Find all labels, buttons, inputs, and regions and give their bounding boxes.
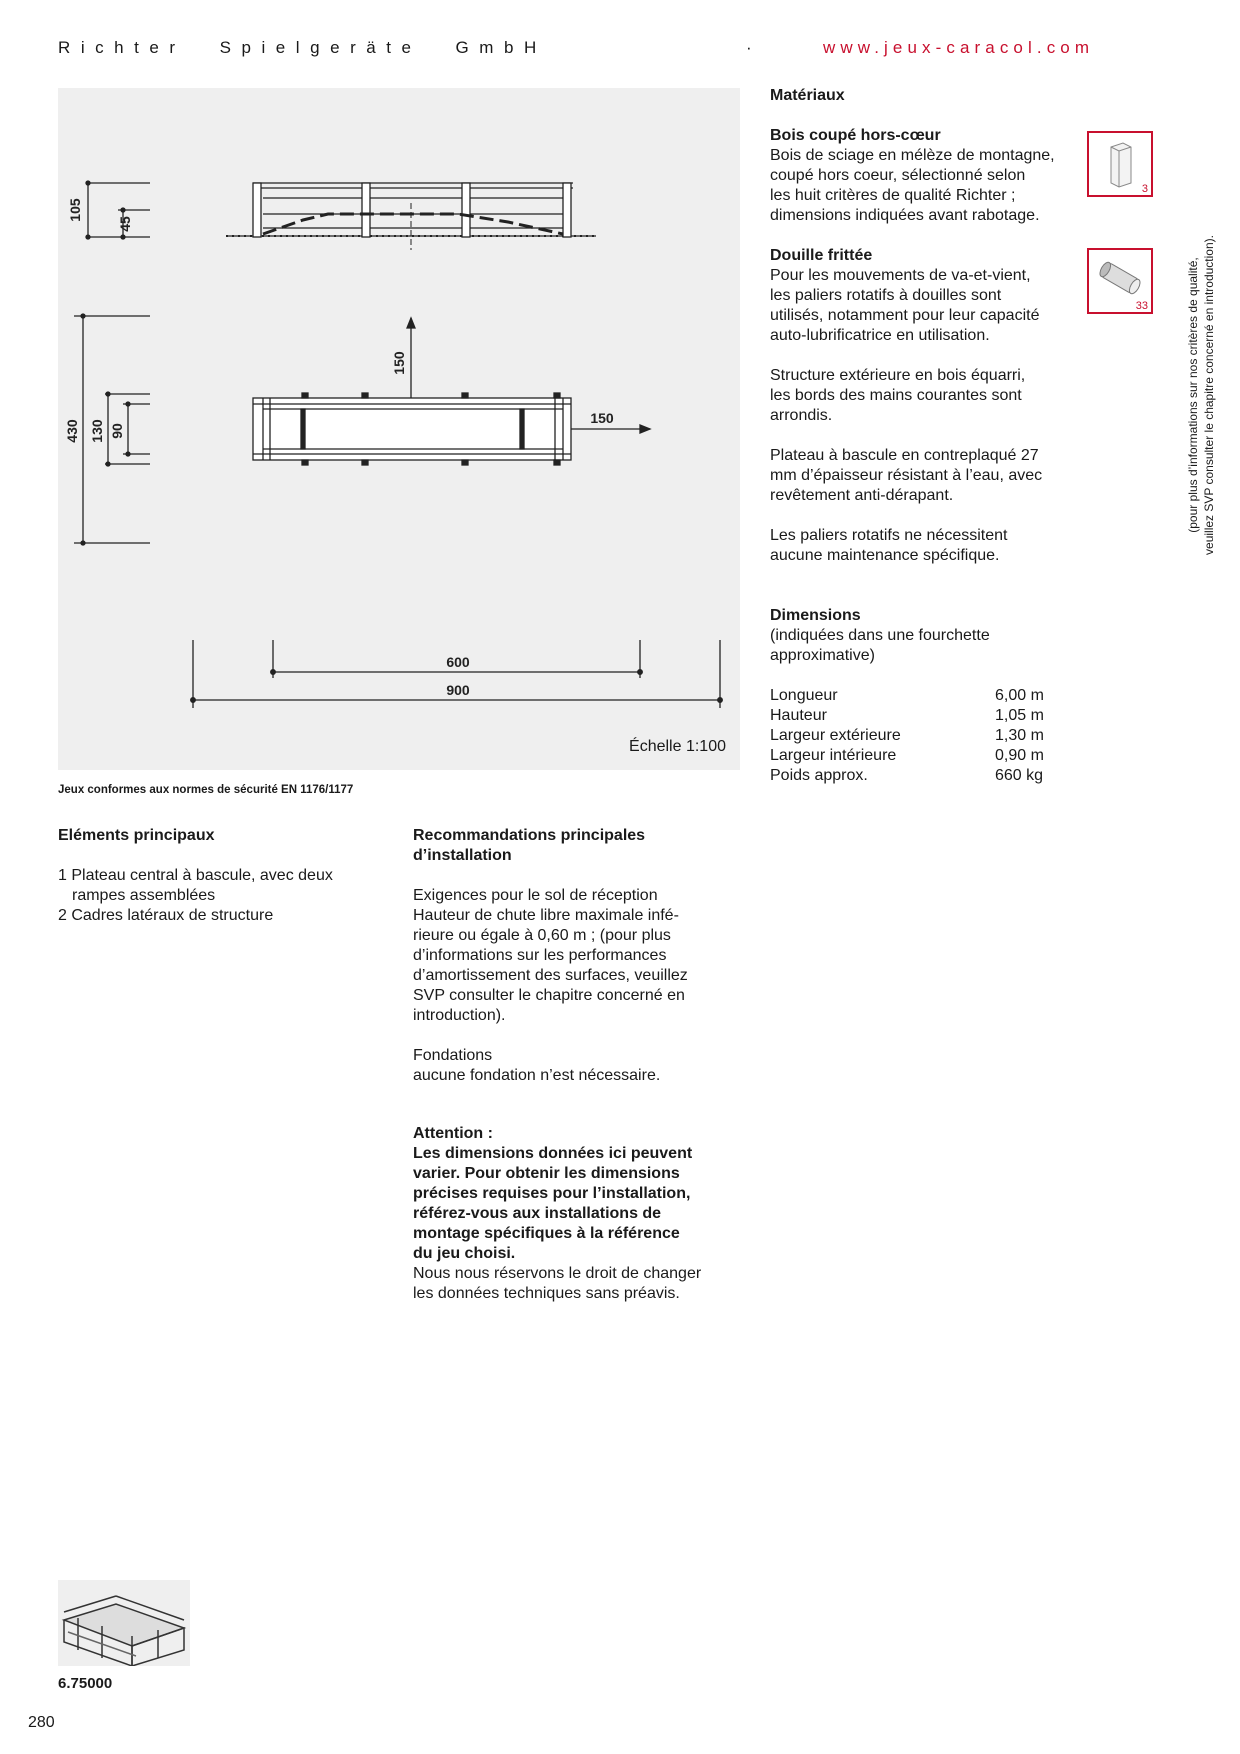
wood-text: les huit critères de qualité Richter ;: [770, 187, 1016, 204]
quality-side-note: [1185, 215, 1217, 575]
dimension-value: 0,90 m: [995, 747, 1044, 764]
structure-text: les bords des mains courantes sont: [770, 387, 1022, 404]
plate-text: revêtement anti-dérapant.: [770, 487, 954, 504]
dimension-row: [770, 686, 1044, 706]
page-number: 280: [28, 1714, 55, 1731]
attention-text: référez-vous aux installations de: [413, 1205, 662, 1222]
icon-number: 3: [1141, 183, 1148, 195]
installation-title-cont: d’installation: [413, 847, 512, 864]
attention-text: précises requises pour l’installation,: [413, 1185, 691, 1202]
foundation-title: Fondations: [413, 1047, 493, 1064]
bearing-sleeve-icon: [1087, 248, 1153, 314]
structure-text: arrondis.: [770, 407, 833, 424]
dimensions-subtitle: (indiquées dans une fourchette: [770, 627, 990, 644]
dim-label-105: 105: [67, 198, 83, 222]
attention-text: du jeu choisi.: [413, 1245, 516, 1262]
dim-label-900: 900: [446, 682, 470, 698]
materials-section: [770, 86, 1070, 786]
element-item: 2 Cadres latéraux de structure: [58, 907, 274, 924]
attention-text: Les dimensions données ici peuvent: [413, 1145, 693, 1162]
safety-norms: Jeux conformes aux normes de sécurité EN 1176/1177: [58, 784, 354, 796]
dim-label-150-vertical: 150: [391, 351, 407, 375]
icon-number: 33: [1135, 300, 1148, 312]
main-elements-section: [58, 826, 368, 926]
plan-view: [64, 314, 650, 545]
dim-label-600: 600: [446, 654, 470, 670]
dimension-value: 6,00 m: [995, 687, 1044, 704]
dimension-label: Largeur extérieure: [770, 727, 901, 744]
plate-text: mm d’épaisseur résistant à l’eau, avec: [770, 467, 1043, 484]
wood-title: Bois coupé hors-cœur: [770, 127, 941, 144]
element-item: 1 Plateau central à bascule, avec deux: [58, 867, 333, 884]
header-separator: ·: [746, 38, 752, 57]
drawing-scale: Échelle 1:100: [629, 738, 726, 755]
dimensions-table: [770, 686, 1044, 786]
dim-label-430: 430: [64, 419, 80, 443]
page-header: [58, 38, 1118, 60]
dimension-label: Poids approx.: [770, 767, 868, 784]
wood-text: dimensions indiquées avant rabotage.: [770, 207, 1040, 224]
maintenance-text: aucune maintenance spécifique.: [770, 547, 1000, 564]
wood-text: Bois de sciage en mélèze de montagne,: [770, 147, 1055, 164]
product-number: 6.75000: [58, 1675, 113, 1692]
sleeve-title: Douille frittée: [770, 247, 873, 264]
foundation-text: aucune fondation n’est nécessaire.: [413, 1067, 661, 1084]
drawing-svg: [58, 88, 740, 770]
product-thumbnail-graphic: [58, 1580, 190, 1666]
structure-text: Structure extérieure en bois équarri,: [770, 367, 1026, 384]
dimension-row: [770, 726, 1044, 746]
website-link[interactable]: www.jeux-caracol.com: [823, 38, 1095, 57]
ground-text: Exigences pour le sol de réception: [413, 887, 658, 904]
dim-label-130: 130: [89, 419, 105, 443]
installation-title: Recommandations principales: [413, 827, 646, 844]
company-name: Richter Spielgeräte GmbH: [58, 38, 547, 57]
materials-title: Matériaux: [770, 87, 845, 104]
attention-text: varier. Pour obtenir les dimensions: [413, 1165, 680, 1182]
dimension-value: 660 kg: [995, 767, 1044, 784]
wood-text: coupé hors coeur, sélectionné selon: [770, 167, 1026, 184]
ground-text: rieure ou égale à 0,60 m ; (pour plus: [413, 927, 671, 944]
dim-label-45: 45: [117, 216, 133, 232]
reserve-text: Nous nous réservons le droit de changer: [413, 1265, 702, 1282]
side-note-line: (pour plus d’informations sur nos critères de qualité,: [1186, 257, 1200, 533]
sleeve-text: Pour les mouvements de va-et-vient,: [770, 267, 1031, 284]
ground-text: introduction).: [413, 1007, 506, 1024]
side-note-line: veuillez SVP consulter le chapitre concerné en introduction).: [1202, 235, 1216, 555]
sleeve-text: utilisés, notamment pour leur capacité: [770, 307, 1040, 324]
side-view: [67, 181, 596, 250]
dimension-value: 1,05 m: [995, 707, 1044, 724]
length-dimensions: [191, 640, 723, 708]
dimension-row: [770, 746, 1044, 766]
product-thumbnail: [58, 1580, 190, 1666]
ground-text: d’informations sur les performances: [413, 947, 667, 964]
main-elements-title: Eléments principaux: [58, 827, 215, 844]
dimensions-subtitle: approximative): [770, 647, 875, 664]
dimension-row: [770, 766, 1044, 786]
dimension-label: Hauteur: [770, 707, 827, 724]
technical-drawing: [58, 88, 740, 770]
sleeve-text: les paliers rotatifs à douilles sont: [770, 287, 1002, 304]
element-item: rampes assemblées: [72, 887, 216, 904]
maintenance-text: Les paliers rotatifs ne nécessitent: [770, 527, 1008, 544]
attention-text: montage spécifiques à la référence: [413, 1225, 680, 1242]
dimensions-title: Dimensions: [770, 607, 861, 624]
ground-text: d’amortissement des surfaces, veuillez: [413, 967, 688, 984]
dimension-label: Largeur intérieure: [770, 747, 897, 764]
timber-block-icon: [1087, 131, 1153, 197]
dimension-value: 1,30 m: [995, 727, 1044, 744]
dimension-row: [770, 706, 1044, 726]
ground-text: SVP consulter le chapitre concerné en: [413, 987, 685, 1004]
sleeve-text: auto-lubrificatrice en utilisation.: [770, 327, 990, 344]
dim-label-90: 90: [109, 423, 125, 439]
reserve-text: les données techniques sans préavis.: [413, 1285, 680, 1302]
installation-section: [413, 826, 738, 1304]
ground-text: Hauteur de chute libre maximale infé-: [413, 907, 679, 924]
attention-title: Attention :: [413, 1125, 493, 1142]
dimension-label: Longueur: [770, 687, 838, 704]
dim-label-150-horizontal: 150: [590, 410, 614, 426]
plate-text: Plateau à bascule en contreplaqué 27: [770, 447, 1039, 464]
